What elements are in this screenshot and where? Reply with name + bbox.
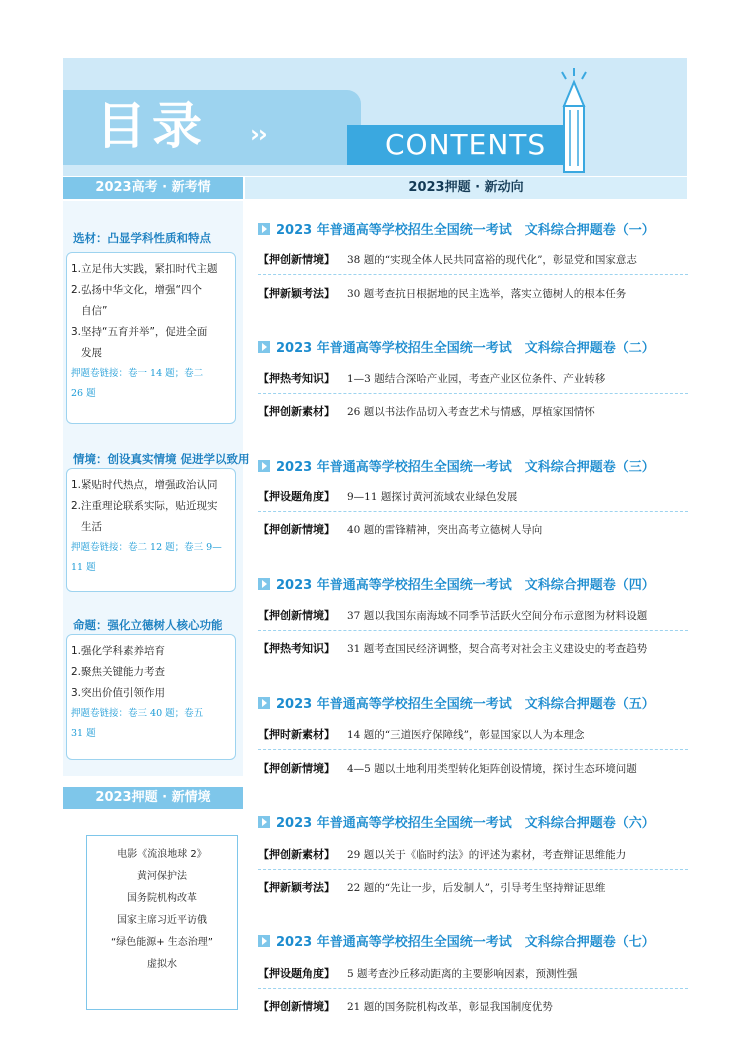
exam-title-1[interactable]: 2023 年普通高等学校招生全国统一考试 文科综合押题卷（一） <box>258 219 655 238</box>
exam-row: 【押热考知识】 31 题考查国民经济调整，契合高考对社会主义建设史的考查趋势 <box>258 642 648 655</box>
section-box-material <box>66 252 236 424</box>
paper-link: 押题卷链接：卷二 12 题；卷三 9— <box>71 542 222 553</box>
scene-item: 黄河保护法 <box>137 871 187 882</box>
exam-row: 【押创新素材】 26 题以书法作品切入考查艺术与情感，厚植家国情怀 <box>258 405 595 418</box>
page-title: 目录 <box>96 97 208 155</box>
paper-link: 押题卷链接：卷三 40 题；卷五 <box>71 708 204 719</box>
exam-row: 【押创新情境】 4—5 题以土地利用类型转化矩阵创设情境，探讨生态环境问题 <box>258 762 637 775</box>
list-item: 2.弘扬中华文化，增强“四个 <box>71 284 202 296</box>
exam-row: 【押创新素材】 29 题以关于《临时约法》的评述为素材，考查辩证思维能力 <box>258 848 627 861</box>
divider <box>258 274 688 275</box>
divider <box>258 393 688 394</box>
pencil-icon <box>552 66 602 178</box>
exam-title-4[interactable]: 2023 年普通高等学校招生全国统一考试 文科综合押题卷（四） <box>258 574 655 593</box>
paper-link: 11 题 <box>71 562 96 573</box>
scenes-box <box>86 835 238 1010</box>
exam-title-2[interactable]: 2023 年普通高等学校招生全国统一考试 文科综合押题卷（二） <box>258 337 655 356</box>
exam-title-5[interactable]: 2023 年普通高等学校招生全国统一考试 文科综合押题卷（五） <box>258 693 655 712</box>
exam-row: 【押设题角度】 5 题考查沙丘移动距离的主要影响因素，预测性强 <box>258 967 578 980</box>
ribbon-new-scenes: 2023押题 · 新情境 <box>63 787 243 809</box>
scene-item: 国务院机构改革 <box>127 893 197 904</box>
ribbon-prediction-trend: 2023押题 · 新动向 <box>245 177 687 199</box>
section-title-proposition: 命题：强化立德树人核心功能 <box>73 618 223 632</box>
exam-row: 【押创新情境】 37 题以我国东南海域不同季节活跃火空间分布示意图为材料设题 <box>258 609 648 622</box>
exam-row: 【押创新情境】 38 题的“实现全体人民共同富裕的现代化”，彰显党和国家意志 <box>258 253 637 266</box>
play-icon <box>258 816 270 828</box>
ribbon-exam-trend: 2023高考 · 新考情 <box>63 177 243 199</box>
exam-title-6[interactable]: 2023 年普通高等学校招生全国统一考试 文科综合押题卷（六） <box>258 812 655 831</box>
exam-row: 【押创新情境】 40 题的雷锋精神，突出高考立德树人导向 <box>258 523 543 536</box>
play-icon <box>258 697 270 709</box>
play-icon <box>258 341 270 353</box>
divider <box>258 988 688 989</box>
play-icon <box>258 935 270 947</box>
divider <box>258 749 688 750</box>
list-item: 2.聚焦关键能力考查 <box>71 666 166 678</box>
exam-row: 【押新颖考法】 30 题考查抗日根据地的民主选举，落实立德树人的根本任务 <box>258 287 627 300</box>
section-box-proposition <box>66 634 236 760</box>
scene-item: 电影《流浪地球 2》 <box>117 849 207 860</box>
divider <box>258 869 688 870</box>
list-item: 3.坚持“五育并举”，促进全面 <box>71 326 208 338</box>
paper-link: 押题卷链接：卷一 14 题；卷二 <box>71 368 204 379</box>
double-chevron-icon: ›› <box>250 120 266 148</box>
play-icon <box>258 578 270 590</box>
exam-row: 【押时新素材】 14 题的“三道医疗保障线”，彰显国家以人为本理念 <box>258 728 585 741</box>
paper-link: 31 题 <box>71 728 96 739</box>
scene-item: 国家主席习近平访俄 <box>117 915 207 926</box>
exam-row: 【押热考知识】 1—3 题结合深哈产业园，考查产业区位条件、产业转移 <box>258 372 606 385</box>
list-item: 发展 <box>81 347 102 359</box>
scene-item: 虚拟水 <box>147 959 177 970</box>
divider <box>258 511 688 512</box>
play-icon <box>258 223 270 235</box>
paper-link: 26 题 <box>71 388 96 399</box>
section-title-material: 选材：凸显学科性质和特点 <box>73 231 211 245</box>
exam-title-7[interactable]: 2023 年普通高等学校招生全国统一考试 文科综合押题卷（七） <box>258 931 655 950</box>
list-item: 自信” <box>81 305 108 317</box>
list-item: 3.突出价值引领作用 <box>71 687 166 699</box>
play-icon <box>258 460 270 472</box>
exam-title-3[interactable]: 2023 年普通高等学校招生全国统一考试 文科综合押题卷（三） <box>258 456 655 475</box>
list-item: 2.注重理论联系实际，贴近现实 <box>71 500 218 512</box>
exam-row: 【押创新情境】 21 题的国务院机构改革，彰显我国制度优势 <box>258 1000 553 1013</box>
contents-label: CONTENTS <box>385 128 547 161</box>
exam-row: 【押设题角度】 9—11 题探讨黄河流域农业绿色发展 <box>258 490 518 503</box>
list-item: 生活 <box>81 521 102 533</box>
list-item: 1.强化学科素养培育 <box>71 645 166 657</box>
section-box-context <box>66 468 236 592</box>
divider <box>258 630 688 631</box>
scene-item: “绿色能源+ 生态治理” <box>111 937 213 948</box>
exam-row: 【押新颖考法】 22 题的“先让一步，后发制人”，引导考生坚持辩证思维 <box>258 881 606 894</box>
list-item: 1.立足伟大实践，紧扣时代主题 <box>71 263 218 275</box>
section-title-context: 情境：创设真实情境 促进学以致用 <box>73 452 250 466</box>
list-item: 1.紧贴时代热点，增强政治认同 <box>71 479 218 491</box>
